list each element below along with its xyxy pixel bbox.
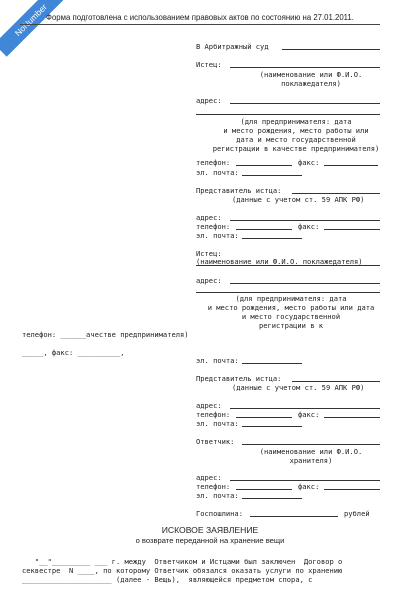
fee-label: Госпошлина: [196, 509, 243, 518]
plaintiff2-email-label: эл. почта: [196, 356, 239, 365]
defendant-address-label: адрес: [196, 473, 222, 482]
representative-line[interactable] [292, 193, 380, 194]
plaintiff2-address-label: адрес: [196, 276, 222, 285]
defendant-fax-line[interactable] [324, 489, 380, 490]
stray-fax-line: _____, факс: __________, [22, 348, 125, 357]
rep2-email-line[interactable] [242, 426, 302, 427]
rep-email-label: эл. почта: [196, 231, 239, 240]
rep-fax-label: факс: [298, 222, 320, 231]
defendant-label: Ответчик: [196, 437, 235, 446]
doc-subtitle: о возврате переданной на хранение вещи [135, 536, 285, 545]
rep2-phone-line[interactable] [236, 417, 292, 418]
plaintiff2-email-line[interactable] [242, 363, 302, 364]
watermark-ribbon: NoNumber [0, 0, 68, 57]
rep-address-line[interactable] [230, 220, 380, 221]
representative2-hint: (данные с учетом ст. 59 АПК РФ) [232, 383, 365, 392]
defendant-fax-label: факс: [298, 482, 320, 491]
address-line-2[interactable] [196, 114, 380, 115]
address-line[interactable] [230, 103, 380, 104]
fax-line[interactable] [324, 165, 378, 166]
phone-label: телефон: [196, 158, 231, 167]
rep-email-line[interactable] [242, 238, 302, 239]
rep2-fax-label: факс: [298, 410, 320, 419]
defendant-address-line[interactable] [230, 480, 380, 481]
rep-address-label: адрес: [196, 213, 222, 222]
representative2-label: Представитель истца: [196, 374, 282, 383]
defendant-hint: (наименование или Ф.И.О. хранителя) [259, 447, 363, 465]
doc-title: ИСКОВОЕ ЗАЯВЛЕНИЕ [161, 525, 259, 535]
court-label: В Арбитражный суд [196, 42, 269, 51]
plaintiff-label: Истец: [196, 60, 222, 69]
phone-line[interactable] [236, 165, 292, 166]
rep2-email-label: эл. почта: [196, 419, 239, 428]
stray-phone-line: телефон: ______ачестве предпринимателя) [22, 330, 189, 339]
email-line[interactable] [242, 175, 302, 176]
representative-hint: (данные с учетом ст. 59 АПК РФ) [232, 195, 365, 204]
plaintiff2-label: Истец: [196, 249, 222, 258]
rep-fax-line[interactable] [324, 229, 380, 230]
plaintiff2-address-line[interactable] [230, 283, 380, 284]
rep2-fax-line[interactable] [324, 417, 380, 418]
header-note: Форма подготовлена с использованием правовых актов по состоянию на 27.01.2011. [20, 12, 380, 25]
fee-unit: рублей [344, 509, 370, 518]
rep-phone-label: телефон: [196, 222, 231, 231]
defendant-email-label: эл. почта: [196, 491, 239, 500]
rep2-phone-label: телефон: [196, 410, 231, 419]
fee-line[interactable] [250, 516, 338, 517]
rep-phone-line[interactable] [236, 229, 292, 230]
representative2-line[interactable] [292, 381, 380, 382]
court-line[interactable] [282, 49, 380, 50]
entrepreneur-hint-2: (для предпринимателя: дата и место рождения, место работы или дата и место государственной регистрации в к [207, 294, 375, 330]
body-paragraph: "__"_________ ___ г. между Ответчиком и Истцами был заключен Договор о секвестре N ____, по которому Ответчик обязался оказать услуги по хранению _____________________ (далее - Вещь), являющейся предметом спора, с [22, 557, 343, 584]
defendant-email-line[interactable] [242, 498, 302, 499]
defendant-phone-label: телефон: [196, 482, 231, 491]
plaintiff2-address-line-2[interactable] [196, 292, 380, 293]
rep2-address-line[interactable] [230, 408, 380, 409]
plaintiff2-hint: (наименование или Ф.И.О. поклажедателя) [196, 257, 363, 266]
representative-label: Представитель истца: [196, 186, 282, 195]
defendant-line[interactable] [242, 444, 380, 445]
fax-label: факс: [298, 158, 320, 167]
defendant-phone-line[interactable] [236, 489, 292, 490]
entrepreneur-hint: (для предпринимателя: дата и место рождения, место работы или дата и место государственной регистрации в качестве предпринимателя) [212, 117, 380, 153]
rep2-address-label: адрес: [196, 401, 222, 410]
plaintiff-hint: (наименование или Ф.И.О. поклажедателя) [259, 70, 363, 88]
address-label: адрес: [196, 96, 222, 105]
plaintiff-line[interactable] [230, 67, 380, 68]
email-label: эл. почта: [196, 168, 239, 177]
